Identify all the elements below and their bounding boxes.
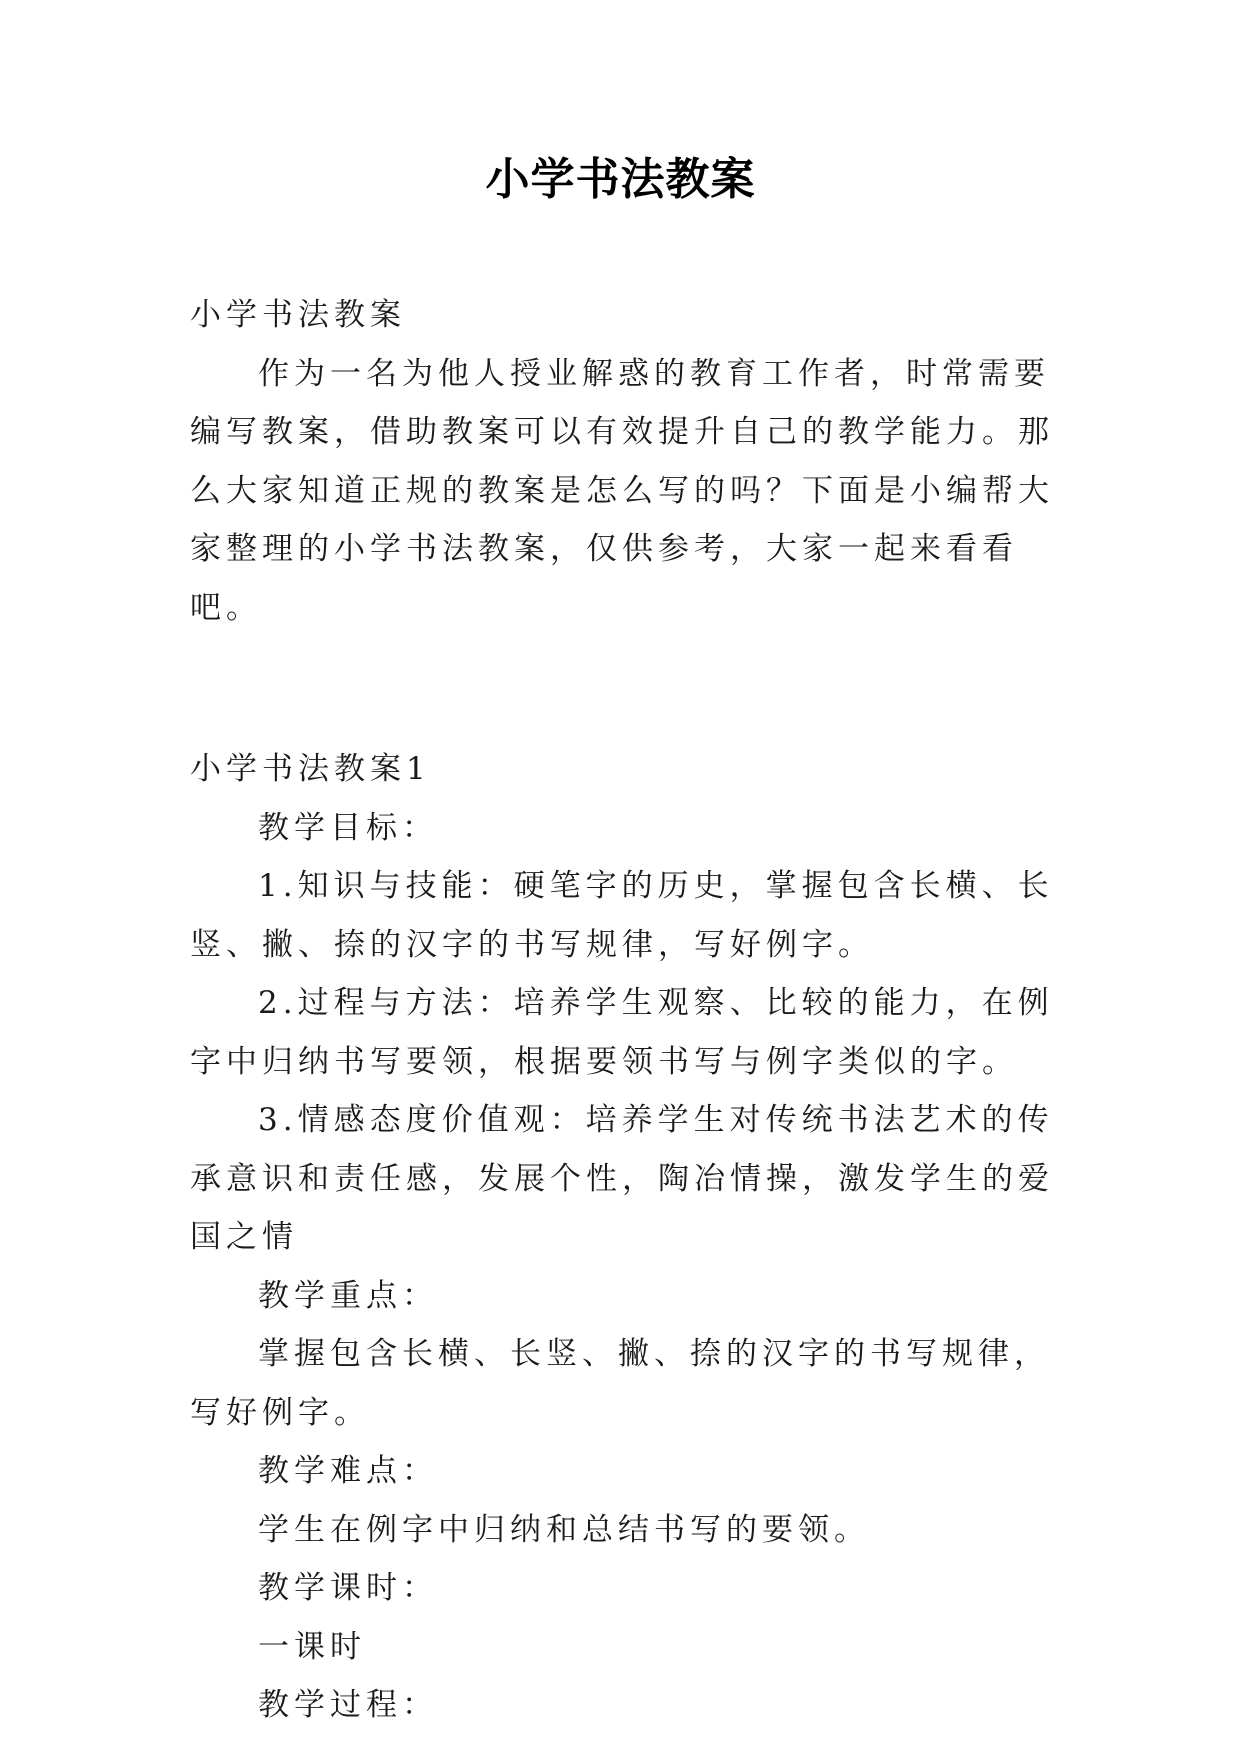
hours-heading: 教学课时： [258,1570,438,1606]
difficulty-text: 学生在例字中归纳和总结书写的要领。 [258,1511,870,1548]
document-title: 小学书法教案 [485,154,756,205]
key-heading: 教学重点： [258,1277,438,1314]
goal-1: 1.知识与技能：硬笔字的历史，掌握包含长横、长竖、撇、捺的汉字的书写规律，写好例字。 [190,868,1054,963]
intro-paragraph: 作为一名为他人授业解惑的教育工作者，时常需要编写教案，借助教案可以有效提升自己的教学能力。那么大家知道正规的教案是怎么写的吗？下面是小编帮大家整理的小学书法教案，仅供参考，大家一起来看看吧。 [190,355,1054,626]
document-body [190,286,1055,1735]
section-spacer [190,637,1055,740]
process-heading: 教学过程： [258,1687,438,1723]
goals-heading: 教学目标： [258,809,438,846]
key-text: 掌握包含长横、长竖、撇、捺的汉字的书写规律，写好例字。 [190,1336,1050,1431]
section-title: 小学书法教案1 [190,751,431,787]
difficulty-heading: 教学难点： [258,1453,438,1489]
goal-3: 3.情感态度价值观：培养学生对传统书法艺术的传承意识和责任感，发展个性，陶冶情操，激发学生的爱国之情 [190,1102,1054,1255]
goal-2: 2.过程与方法：培养学生观察、比较的能力，在例字中归纳书写要领，根据要领书写与例字类似的字。 [190,985,1054,1080]
hours-text: 一课时 [258,1628,366,1665]
subtitle: 小学书法教案 [190,297,406,333]
